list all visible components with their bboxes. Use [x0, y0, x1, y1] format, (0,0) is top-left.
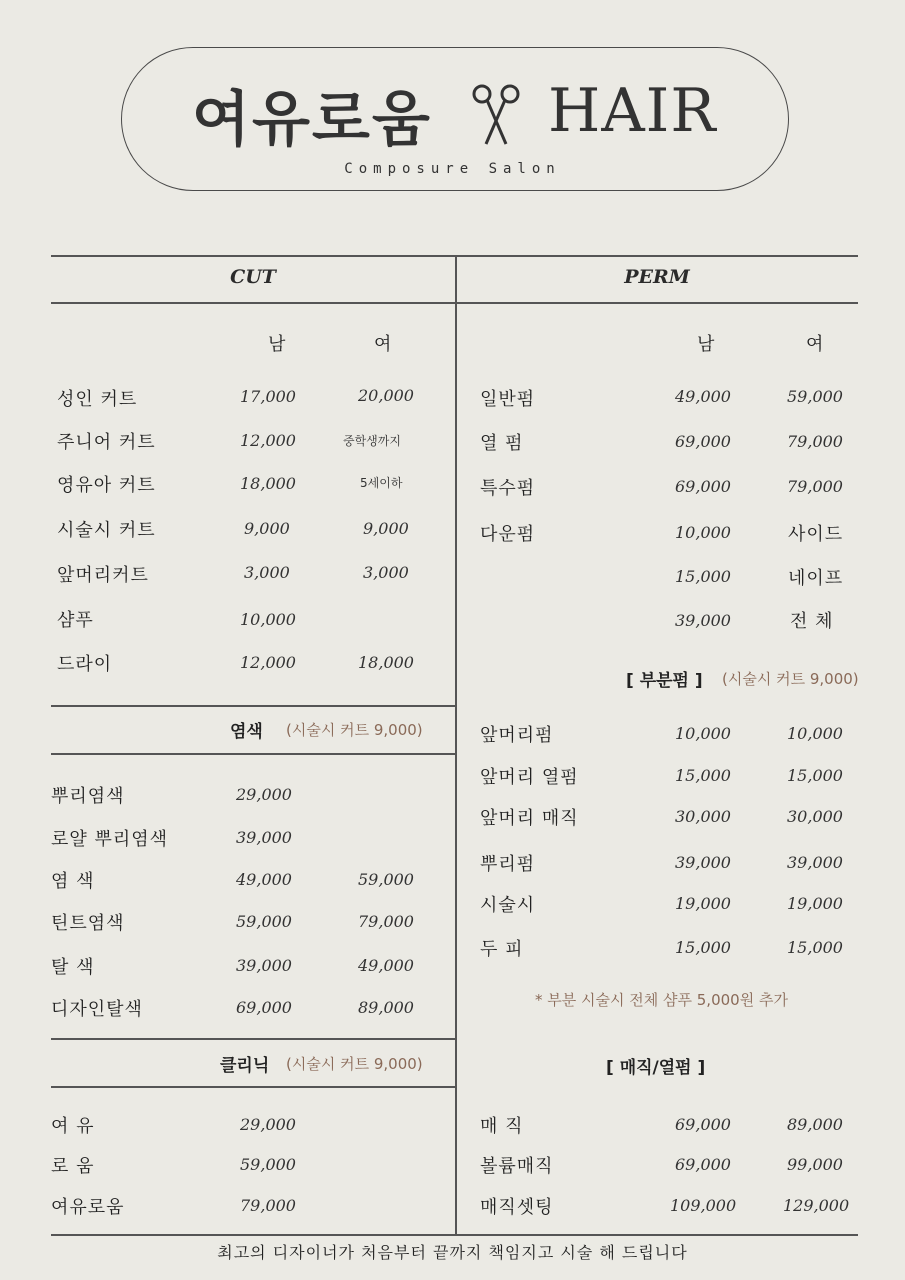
cut-item-female: 3,000 — [363, 563, 409, 582]
partial-item-name: 두 피 — [480, 939, 524, 960]
cut-item-female: 9,000 — [363, 519, 409, 538]
partial-item-name: 시술시 — [480, 895, 536, 916]
cut-col-male: 남 — [268, 334, 287, 355]
clinic-item-price: 59,000 — [240, 1155, 296, 1174]
cut-item-male: 12,000 — [240, 431, 296, 450]
color-item-female: 49,000 — [358, 956, 414, 975]
perm-heading: PERM — [624, 266, 690, 288]
clinic-top-rule — [51, 1038, 455, 1040]
magic-item-male: 109,000 — [670, 1196, 737, 1215]
perm-item-name: 일반펌 — [480, 389, 536, 410]
partial-item-name: 뿌리펌 — [480, 854, 536, 875]
partial-item-male: 15,000 — [675, 766, 731, 785]
cut-item-female: 중학생까지 — [343, 434, 401, 448]
cut-item-name: 주니어 커트 — [57, 432, 156, 453]
cut-item-female: 18,000 — [358, 653, 414, 672]
partial-item-female: 19,000 — [787, 894, 843, 913]
cut-item-male: 17,000 — [240, 387, 296, 406]
partial-perm-note: (시술시 커트 9,000) — [722, 670, 859, 688]
partial-perm-footnote: * 부분 시술시 전체 샴푸 5,000원 추가 — [535, 991, 788, 1009]
color-note: (시술시 커트 9,000) — [286, 721, 423, 739]
scissors-icon — [470, 82, 522, 148]
color-item-female: 89,000 — [358, 998, 414, 1017]
magic-item-name: 매직셋팅 — [480, 1197, 554, 1218]
color-item-name: 로얄 뿌리염색 — [51, 829, 169, 850]
cut-heading: CUT — [230, 266, 276, 288]
partial-item-male: 30,000 — [675, 807, 731, 826]
magic-item-female: 129,000 — [783, 1196, 850, 1215]
color-item-name: 뿌리염색 — [51, 786, 125, 807]
partial-item-female: 39,000 — [787, 853, 843, 872]
color-heading: 염색 — [230, 722, 263, 742]
perm-item-name: 특수펌 — [480, 478, 536, 499]
cut-item-name: 드라이 — [57, 654, 113, 675]
table-bottom-rule — [51, 1234, 858, 1236]
cut-item-male: 18,000 — [240, 474, 296, 493]
cut-item-name: 시술시 커트 — [57, 520, 156, 541]
clinic-bottom-rule — [51, 1086, 455, 1088]
cut-item-name: 앞머리커트 — [57, 565, 149, 586]
perm-item-name: 열 펌 — [480, 433, 524, 454]
perm-item-male: 49,000 — [675, 387, 731, 406]
cut-item-female: 20,000 — [358, 386, 414, 405]
color-item-name: 탈 색 — [51, 957, 95, 978]
magic-item-name: 매 직 — [480, 1116, 524, 1137]
perm-item-male: 10,000 — [675, 523, 731, 542]
perm-item-male: 69,000 — [675, 477, 731, 496]
color-item-name: 디자인탈색 — [51, 999, 143, 1020]
perm-col-female: 여 — [806, 334, 825, 355]
magic-heading: [ 매직/열펌 ] — [606, 1058, 706, 1078]
magic-item-female: 99,000 — [787, 1155, 843, 1174]
partial-item-male: 39,000 — [675, 853, 731, 872]
cut-item-name: 성인 커트 — [57, 389, 138, 410]
color-bottom-rule — [51, 753, 455, 755]
partial-item-female: 15,000 — [787, 938, 843, 957]
clinic-item-name: 여유로움 — [51, 1197, 125, 1218]
clinic-item-price: 29,000 — [240, 1115, 296, 1134]
cut-item-male: 10,000 — [240, 610, 296, 629]
color-item-male: 29,000 — [236, 785, 292, 804]
cut-item-female: 5세이하 — [360, 476, 403, 490]
clinic-item-name: 로 움 — [51, 1156, 95, 1177]
color-item-male: 39,000 — [236, 828, 292, 847]
perm-item-female: 59,000 — [787, 387, 843, 406]
clinic-note: (시술시 커트 9,000) — [286, 1055, 423, 1073]
color-item-female: 79,000 — [358, 912, 414, 931]
perm-item-name: 다운펌 — [480, 524, 536, 545]
magic-item-male: 69,000 — [675, 1115, 731, 1134]
partial-item-male: 15,000 — [675, 938, 731, 957]
cut-item-name: 영유아 커트 — [57, 475, 156, 496]
cut-item-male: 3,000 — [244, 563, 290, 582]
cut-item-male: 9,000 — [244, 519, 290, 538]
magic-item-female: 89,000 — [787, 1115, 843, 1134]
cut-item-name: 샴푸 — [57, 610, 94, 631]
logo-english: HAIR — [548, 76, 717, 146]
magic-item-male: 69,000 — [675, 1155, 731, 1174]
clinic-heading: 클리닉 — [220, 1056, 270, 1076]
partial-item-name: 앞머리펌 — [480, 725, 554, 746]
perm-item-female: 사이드 — [788, 524, 844, 545]
clinic-item-name: 여 유 — [51, 1116, 95, 1137]
partial-item-female: 15,000 — [787, 766, 843, 785]
partial-perm-heading: [ 부분펌 ] — [626, 671, 703, 691]
column-divider — [455, 255, 457, 1234]
logo-korean: 여유로움 — [192, 85, 432, 155]
perm-item-female: 네이프 — [788, 568, 844, 589]
cut-item-male: 12,000 — [240, 653, 296, 672]
partial-item-name: 앞머리 매직 — [480, 808, 579, 829]
perm-item-male: 39,000 — [675, 611, 731, 630]
salon-subtitle: Composure Salon — [344, 161, 561, 177]
color-item-female: 59,000 — [358, 870, 414, 889]
partial-item-male: 10,000 — [675, 724, 731, 743]
color-item-male: 69,000 — [236, 998, 292, 1017]
clinic-item-price: 79,000 — [240, 1196, 296, 1215]
perm-item-female: 79,000 — [787, 432, 843, 451]
partial-item-female: 30,000 — [787, 807, 843, 826]
magic-item-name: 볼륨매직 — [480, 1156, 554, 1177]
perm-item-female: 79,000 — [787, 477, 843, 496]
color-item-name: 틴트염색 — [51, 913, 125, 934]
partial-item-name: 앞머리 열펌 — [480, 767, 579, 788]
partial-item-male: 19,000 — [675, 894, 731, 913]
perm-item-female: 전 체 — [790, 611, 834, 632]
color-item-male: 39,000 — [236, 956, 292, 975]
cut-col-female: 여 — [374, 334, 393, 355]
color-item-male: 59,000 — [236, 912, 292, 931]
color-item-male: 49,000 — [236, 870, 292, 889]
perm-col-male: 남 — [697, 334, 716, 355]
color-top-rule — [51, 705, 455, 707]
footer-slogan: 최고의 디자이너가 처음부터 끝까지 책임지고 시술 해 드립니다 — [217, 1243, 688, 1262]
partial-item-female: 10,000 — [787, 724, 843, 743]
color-item-name: 염 색 — [51, 871, 95, 892]
perm-item-male: 15,000 — [675, 567, 731, 586]
perm-item-male: 69,000 — [675, 432, 731, 451]
